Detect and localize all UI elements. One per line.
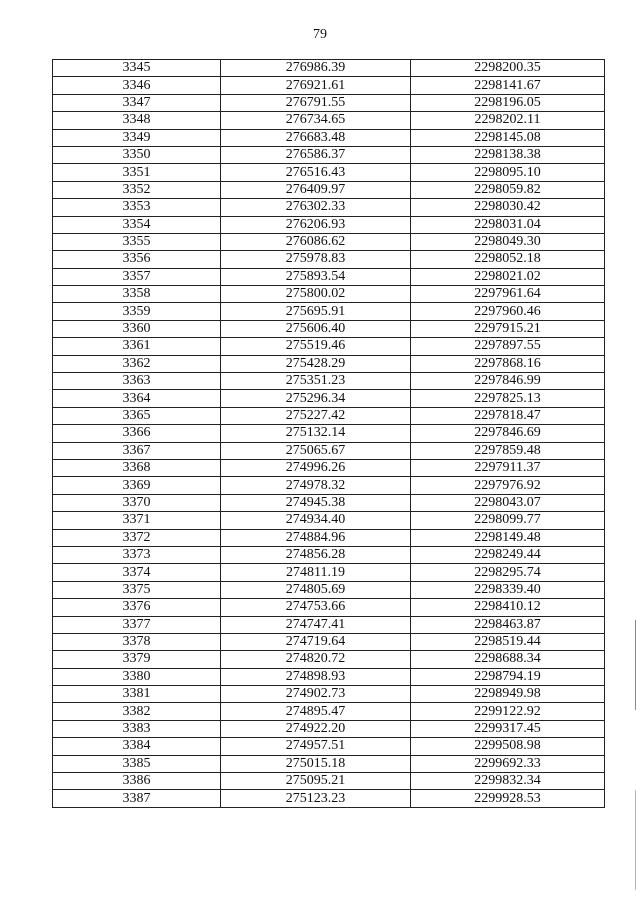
y-coordinate-cell: 2297825.13 (411, 390, 605, 407)
table-row (53, 425, 605, 442)
table-row (53, 686, 605, 703)
y-coordinate-cell: 2298149.48 (411, 529, 605, 546)
point-number-cell: 3371 (53, 512, 221, 529)
point-number-cell: 3372 (53, 529, 221, 546)
x-coordinate-cell: 276683.48 (221, 129, 411, 146)
table-row (53, 303, 605, 320)
x-coordinate-cell: 275519.46 (221, 338, 411, 355)
x-coordinate-cell: 275351.23 (221, 373, 411, 390)
point-number-cell: 3373 (53, 546, 221, 563)
x-coordinate-cell: 274934.40 (221, 512, 411, 529)
table-row (53, 442, 605, 459)
table-row (53, 633, 605, 650)
point-number-cell: 3366 (53, 425, 221, 442)
point-number-cell: 3350 (53, 146, 221, 163)
point-number-cell: 3384 (53, 738, 221, 755)
point-number-cell: 3367 (53, 442, 221, 459)
table-row (53, 233, 605, 250)
table-row (53, 459, 605, 476)
x-coordinate-cell: 276409.97 (221, 181, 411, 198)
x-coordinate-cell: 274884.96 (221, 529, 411, 546)
point-number-cell: 3356 (53, 251, 221, 268)
y-coordinate-cell: 2298049.30 (411, 233, 605, 250)
x-coordinate-cell: 274945.38 (221, 494, 411, 511)
y-coordinate-cell: 2298249.44 (411, 546, 605, 563)
y-coordinate-cell: 2299508.98 (411, 738, 605, 755)
y-coordinate-cell: 2297859.48 (411, 442, 605, 459)
x-coordinate-cell: 274898.93 (221, 668, 411, 685)
table-row (53, 129, 605, 146)
table-row (53, 77, 605, 94)
x-coordinate-cell: 275095.21 (221, 773, 411, 790)
x-coordinate-cell: 274747.41 (221, 616, 411, 633)
y-coordinate-cell: 2297818.47 (411, 407, 605, 424)
y-coordinate-cell: 2299832.34 (411, 773, 605, 790)
point-number-cell: 3353 (53, 199, 221, 216)
y-coordinate-cell: 2298059.82 (411, 181, 605, 198)
y-coordinate-cell: 2298095.10 (411, 164, 605, 181)
point-number-cell: 3363 (53, 373, 221, 390)
point-number-cell: 3359 (53, 303, 221, 320)
y-coordinate-cell: 2297846.99 (411, 373, 605, 390)
point-number-cell: 3386 (53, 773, 221, 790)
point-number-cell: 3377 (53, 616, 221, 633)
table-row (53, 216, 605, 233)
table-row (53, 60, 605, 77)
point-number-cell: 3379 (53, 651, 221, 668)
table-row (53, 564, 605, 581)
x-coordinate-cell: 276302.33 (221, 199, 411, 216)
point-number-cell: 3348 (53, 112, 221, 129)
y-coordinate-cell: 2298030.42 (411, 199, 605, 216)
y-coordinate-cell: 2299317.45 (411, 720, 605, 737)
point-number-cell: 3345 (53, 60, 221, 77)
x-coordinate-cell: 274902.73 (221, 686, 411, 703)
y-coordinate-cell: 2298138.38 (411, 146, 605, 163)
x-coordinate-cell: 276206.93 (221, 216, 411, 233)
x-coordinate-cell: 274811.19 (221, 564, 411, 581)
table-row (53, 512, 605, 529)
table-row (53, 94, 605, 111)
point-number-cell: 3374 (53, 564, 221, 581)
table-row (53, 286, 605, 303)
y-coordinate-cell: 2298031.04 (411, 216, 605, 233)
y-coordinate-cell: 2298949.98 (411, 686, 605, 703)
point-number-cell: 3352 (53, 181, 221, 198)
y-coordinate-cell: 2297868.16 (411, 355, 605, 372)
x-coordinate-cell: 274978.32 (221, 477, 411, 494)
point-number-cell: 3382 (53, 703, 221, 720)
x-coordinate-cell: 274895.47 (221, 703, 411, 720)
y-coordinate-cell: 2298043.07 (411, 494, 605, 511)
table-row (53, 720, 605, 737)
x-coordinate-cell: 275695.91 (221, 303, 411, 320)
point-number-cell: 3381 (53, 686, 221, 703)
table-row (53, 373, 605, 390)
table-row (53, 146, 605, 163)
point-number-cell: 3358 (53, 286, 221, 303)
y-coordinate-cell: 2298463.87 (411, 616, 605, 633)
table-row (53, 477, 605, 494)
table-row (53, 181, 605, 198)
table-row (53, 320, 605, 337)
x-coordinate-cell: 274856.28 (221, 546, 411, 563)
x-coordinate-cell: 275606.40 (221, 320, 411, 337)
scan-edge-mark (635, 790, 636, 890)
point-number-cell: 3347 (53, 94, 221, 111)
table-row (53, 251, 605, 268)
y-coordinate-cell: 2297976.92 (411, 477, 605, 494)
x-coordinate-cell: 274996.26 (221, 459, 411, 476)
point-number-cell: 3346 (53, 77, 221, 94)
y-coordinate-cell: 2298295.74 (411, 564, 605, 581)
point-number-cell: 3362 (53, 355, 221, 372)
point-number-cell: 3349 (53, 129, 221, 146)
x-coordinate-cell: 276086.62 (221, 233, 411, 250)
y-coordinate-cell: 2298021.02 (411, 268, 605, 285)
x-coordinate-cell: 274719.64 (221, 633, 411, 650)
y-coordinate-cell: 2297846.69 (411, 425, 605, 442)
table-row (53, 616, 605, 633)
x-coordinate-cell: 275296.34 (221, 390, 411, 407)
table-row (53, 790, 605, 807)
table-row (53, 529, 605, 546)
y-coordinate-cell: 2298145.08 (411, 129, 605, 146)
y-coordinate-cell: 2299692.33 (411, 755, 605, 772)
point-number-cell: 3376 (53, 599, 221, 616)
x-coordinate-cell: 275015.18 (221, 755, 411, 772)
x-coordinate-cell: 275893.54 (221, 268, 411, 285)
table-row (53, 773, 605, 790)
table-row (53, 268, 605, 285)
y-coordinate-cell: 2298410.12 (411, 599, 605, 616)
x-coordinate-cell: 275065.67 (221, 442, 411, 459)
scan-edge-mark (635, 620, 636, 710)
table-row (53, 199, 605, 216)
y-coordinate-cell: 2298688.34 (411, 651, 605, 668)
table-row (53, 651, 605, 668)
table-row (53, 407, 605, 424)
y-coordinate-cell: 2298202.11 (411, 112, 605, 129)
x-coordinate-cell: 274922.20 (221, 720, 411, 737)
x-coordinate-cell: 276586.37 (221, 146, 411, 163)
x-coordinate-cell: 275123.23 (221, 790, 411, 807)
y-coordinate-cell: 2298196.05 (411, 94, 605, 111)
y-coordinate-cell: 2298099.77 (411, 512, 605, 529)
point-number-cell: 3354 (53, 216, 221, 233)
y-coordinate-cell: 2299122.92 (411, 703, 605, 720)
table-row (53, 738, 605, 755)
x-coordinate-cell: 275132.14 (221, 425, 411, 442)
point-number-cell: 3375 (53, 581, 221, 598)
point-number-cell: 3370 (53, 494, 221, 511)
y-coordinate-cell: 2297897.55 (411, 338, 605, 355)
x-coordinate-cell: 275800.02 (221, 286, 411, 303)
point-number-cell: 3364 (53, 390, 221, 407)
point-number-cell: 3360 (53, 320, 221, 337)
point-number-cell: 3361 (53, 338, 221, 355)
table-row (53, 668, 605, 685)
point-number-cell: 3385 (53, 755, 221, 772)
table-row (53, 494, 605, 511)
x-coordinate-cell: 275428.29 (221, 355, 411, 372)
x-coordinate-cell: 274805.69 (221, 581, 411, 598)
x-coordinate-cell: 275978.83 (221, 251, 411, 268)
table-row (53, 355, 605, 372)
y-coordinate-cell: 2297960.46 (411, 303, 605, 320)
y-coordinate-cell: 2297911.37 (411, 459, 605, 476)
point-number-cell: 3378 (53, 633, 221, 650)
table-row (53, 581, 605, 598)
table-row (53, 703, 605, 720)
table-row (53, 599, 605, 616)
point-number-cell: 3357 (53, 268, 221, 285)
x-coordinate-cell: 276921.61 (221, 77, 411, 94)
table-row (53, 338, 605, 355)
point-number-cell: 3365 (53, 407, 221, 424)
y-coordinate-cell: 2299928.53 (411, 790, 605, 807)
x-coordinate-cell: 274753.66 (221, 599, 411, 616)
page-number: 79 (313, 27, 327, 42)
x-coordinate-cell: 274820.72 (221, 651, 411, 668)
point-number-cell: 3368 (53, 459, 221, 476)
y-coordinate-cell: 2298052.18 (411, 251, 605, 268)
x-coordinate-cell: 276734.65 (221, 112, 411, 129)
y-coordinate-cell: 2297915.21 (411, 320, 605, 337)
table-row (53, 164, 605, 181)
y-coordinate-cell: 2298339.40 (411, 581, 605, 598)
x-coordinate-cell: 275227.42 (221, 407, 411, 424)
table-row (53, 546, 605, 563)
y-coordinate-cell: 2298519.44 (411, 633, 605, 650)
point-number-cell: 3380 (53, 668, 221, 685)
x-coordinate-cell: 276516.43 (221, 164, 411, 181)
x-coordinate-cell: 276791.55 (221, 94, 411, 111)
point-number-cell: 3351 (53, 164, 221, 181)
table-row (53, 390, 605, 407)
y-coordinate-cell: 2298200.35 (411, 60, 605, 77)
point-number-cell: 3383 (53, 720, 221, 737)
point-number-cell: 3387 (53, 790, 221, 807)
y-coordinate-cell: 2298141.67 (411, 77, 605, 94)
x-coordinate-cell: 276986.39 (221, 60, 411, 77)
x-coordinate-cell: 274957.51 (221, 738, 411, 755)
point-number-cell: 3355 (53, 233, 221, 250)
point-number-cell: 3369 (53, 477, 221, 494)
y-coordinate-cell: 2298794.19 (411, 668, 605, 685)
table-row (53, 755, 605, 772)
y-coordinate-cell: 2297961.64 (411, 286, 605, 303)
table-row (53, 112, 605, 129)
coordinates-table-body (53, 60, 605, 808)
coordinates-table (52, 59, 605, 808)
